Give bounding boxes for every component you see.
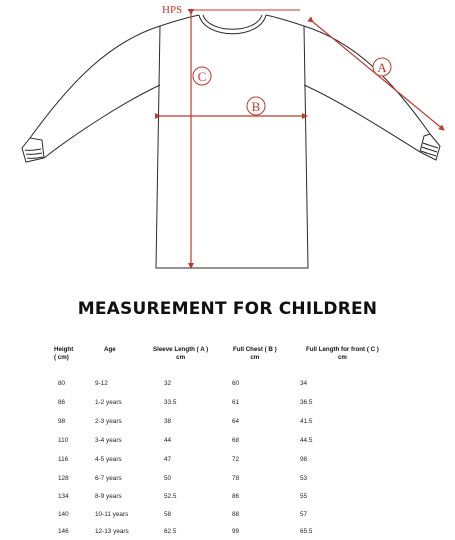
header-chest-line2: cm: [250, 353, 260, 361]
cell-chest: 99: [232, 528, 240, 535]
cell-length: 53: [300, 475, 308, 482]
header-length: [306, 346, 379, 361]
sleeve-measure-line: [313, 22, 444, 130]
cell-sleeve: 62.5: [164, 528, 177, 535]
cell-height: 86: [58, 399, 66, 406]
cell-height: 134: [58, 493, 69, 500]
header-length-line2: cm: [337, 353, 347, 361]
cell-sleeve: 52.5: [164, 493, 177, 500]
cell-height: 110: [58, 437, 69, 444]
cell-sleeve: 58: [164, 511, 172, 518]
header-sleeve-line2: cm: [176, 353, 186, 361]
cell-chest: 61: [232, 399, 240, 406]
cell-age: 2-3 years: [95, 418, 122, 425]
cell-chest: 68: [232, 437, 240, 444]
cell-age: 3-4 years: [95, 437, 122, 444]
header-chest: [233, 346, 277, 361]
label-c: C: [197, 69, 207, 84]
cell-chest: 78: [232, 475, 240, 482]
cell-age: 10-11 years: [95, 511, 129, 518]
cell-sleeve: 47: [164, 456, 172, 463]
label-b: B: [251, 99, 261, 114]
header-chest-line1: Full Chest ( B ): [233, 346, 277, 353]
sweater-outline: [22, 15, 440, 268]
cell-age: 9-12: [95, 380, 108, 387]
cell-sleeve: 32: [164, 380, 172, 387]
cell-length: 57: [300, 511, 308, 518]
cell-age: 12-13 years: [95, 528, 129, 535]
cell-height: 140: [58, 511, 69, 518]
cell-height: 98: [58, 418, 66, 425]
cell-length: 36.5: [300, 399, 313, 406]
cell-height: 116: [58, 456, 69, 463]
cell-chest: 64: [232, 418, 240, 425]
cell-length: 65.5: [300, 528, 313, 535]
cell-length: 98: [300, 456, 308, 463]
hps-label: HPS: [162, 4, 183, 16]
cell-age: 1-2 years: [95, 399, 122, 406]
cell-height: 80: [58, 380, 66, 387]
cell-sleeve: 38: [164, 418, 172, 425]
cell-sleeve: 50: [164, 475, 172, 482]
cell-height: 128: [58, 475, 69, 482]
document-title: MEASUREMENT FOR CHILDREN: [77, 299, 378, 319]
cell-age: 4-5 years: [95, 456, 122, 463]
cell-chest: 88: [232, 511, 240, 518]
cell-length: 55: [300, 493, 308, 500]
header-height-line1: Height: [54, 346, 74, 353]
cell-sleeve: 44: [164, 437, 172, 444]
cell-length: 44.5: [300, 437, 313, 444]
cell-chest: 72: [232, 456, 240, 463]
cell-age: 8-9 years: [95, 493, 122, 500]
cell-chest: 60: [232, 380, 240, 387]
header-height-line2: ( cm): [54, 353, 69, 361]
cell-height: 146: [58, 528, 69, 535]
header-age: [104, 346, 116, 354]
cell-length: 41.5: [300, 418, 313, 425]
cell-sleeve: 33.5: [164, 399, 177, 406]
label-a: A: [377, 60, 387, 75]
cell-length: 34: [300, 380, 308, 387]
header-sleeve: [153, 346, 208, 361]
cell-chest: 86: [232, 493, 240, 500]
header-age-label: Age: [104, 346, 116, 353]
header-sleeve-line1: Sleeve Length ( A ): [153, 346, 209, 353]
cell-age: 6-7 years: [95, 475, 122, 482]
header-height: [54, 346, 73, 361]
header-length-line1: Full Length for front ( C ): [306, 346, 379, 353]
